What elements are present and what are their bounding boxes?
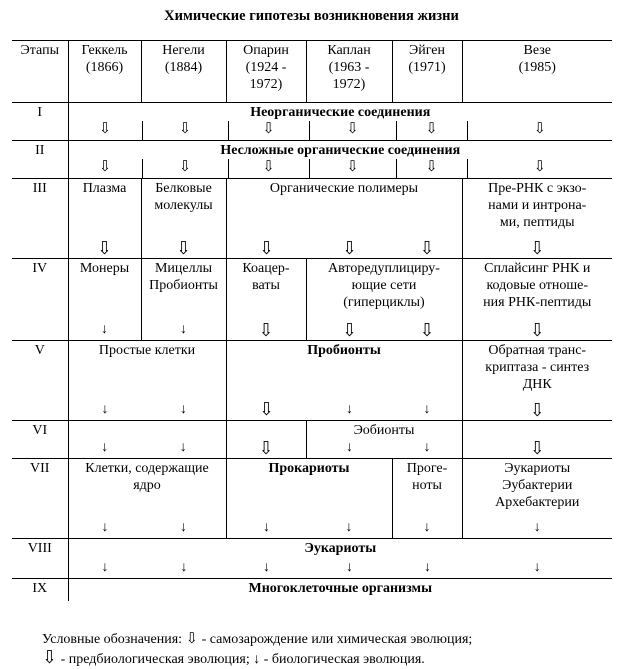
- prebio-arrow-icon: ⇩: [529, 438, 545, 458]
- row-III-haeckel: Плазма: [82, 181, 127, 196]
- row-IV-naegeli: Мицеллы Пробионты: [149, 261, 218, 293]
- row-V-simple-cells: Простые клетки: [98, 343, 196, 358]
- header-oparin: Опарин (1924 - 1972): [226, 41, 306, 103]
- chem-arrow-icon: ⇩: [533, 121, 547, 137]
- row-I-text: Неорганические соединения: [250, 105, 431, 120]
- bio-arrow-icon: ↓: [423, 440, 431, 455]
- bio-arrow-icon: ↓: [101, 560, 109, 575]
- chem-arrow-icon: ⇩: [69, 159, 143, 179]
- bio-arrow-icon: ↓: [263, 560, 270, 575]
- row-II-arrows: [69, 159, 613, 179]
- row-IV-oparin: Коацер- ваты: [242, 261, 290, 293]
- prebio-arrow-icon: ⇩: [529, 400, 545, 420]
- row-VII-prokaryotes: Прокариоты: [268, 461, 350, 476]
- row-VIII: [12, 539, 612, 579]
- chem-arrow-icon: ⇩: [185, 631, 199, 647]
- prebio-arrow-icon: ⇩: [419, 238, 435, 258]
- row-VII: [12, 459, 612, 539]
- row-IV: [12, 259, 612, 341]
- chem-arrow-icon: ⇩: [397, 159, 468, 179]
- chem-arrow-icon: ⇩: [310, 159, 397, 179]
- bio-arrow-icon: ↓: [180, 560, 188, 575]
- row-V: [12, 341, 612, 421]
- bio-arrow-icon: ↓: [263, 520, 270, 535]
- prebio-arrow-icon: ⇩: [258, 399, 275, 419]
- stage-II: II: [35, 143, 45, 158]
- bio-arrow-icon: ↓: [345, 520, 353, 535]
- prebio-arrow-icon: ⇩: [529, 320, 545, 340]
- chem-arrow-icon: ⇩: [397, 121, 468, 141]
- row-III-polymers: Органические полимеры: [269, 181, 419, 196]
- row-VI-eobionts: Эобионты: [353, 423, 415, 438]
- stage-IX: IX: [32, 581, 48, 596]
- row-V-probionts: Пробионты: [307, 343, 381, 358]
- bio-arrow-icon: ↓: [101, 402, 109, 417]
- row-VII-woese: Эукариоты Эубактерии Архебактерии: [495, 461, 580, 510]
- bio-arrow-icon: ↓: [253, 652, 261, 667]
- chem-arrow-icon: ⇩: [143, 121, 229, 141]
- bio-arrow-icon: ↓: [346, 560, 353, 575]
- row-I: [12, 103, 612, 141]
- prebio-arrow-icon: ⇩: [42, 647, 58, 667]
- bio-arrow-icon: ↓: [346, 402, 353, 417]
- stage-VIII: VIII: [27, 541, 52, 556]
- bio-arrow-icon: ↓: [180, 322, 187, 337]
- bio-arrow-icon: ↓: [180, 520, 187, 535]
- row-VI: [12, 421, 612, 459]
- bio-arrow-icon: ↓: [179, 440, 187, 455]
- row-VIII-text: Эукариоты: [304, 541, 377, 556]
- bio-arrow-icon: ↓: [423, 402, 431, 417]
- header-haeckel: Геккель (1866): [68, 41, 141, 103]
- chem-arrow-icon: ⇩: [533, 159, 547, 175]
- row-VII-progenotes: Проге- ноты: [406, 461, 448, 493]
- row-VII-nucleus-cells: Клетки, содержащие ядро: [85, 461, 209, 493]
- legend-line-2: ⇩ - предбиологическая эволюция; ↓ - биологическая эволюция.: [42, 647, 425, 667]
- row-I-arrows: [69, 121, 613, 141]
- row-IX-text: Многоклеточные организмы: [68, 579, 612, 601]
- chem-arrow-icon: ⇩: [143, 159, 229, 179]
- row-II-text: Несложные органические соединения: [220, 143, 461, 158]
- header-naegeli: Негели (1884): [141, 41, 226, 103]
- bio-arrow-icon: ↓: [533, 520, 541, 535]
- prebio-arrow-icon: ⇩: [341, 238, 358, 258]
- bio-arrow-icon: ↓: [101, 520, 109, 535]
- legend-line-1: Условные обозначения: ⇩ - самозарождение или химическая эволюция;: [42, 631, 473, 647]
- header-stages: Этапы: [20, 43, 59, 58]
- prebio-arrow-icon: ⇩: [175, 238, 192, 258]
- prebio-arrow-icon: ⇩: [96, 238, 113, 258]
- page-title: Химические гипотезы возникновения жизни: [164, 8, 459, 24]
- bio-arrow-icon: ↓: [533, 560, 541, 575]
- row-III-naegeli: Белковые молекулы: [154, 181, 213, 213]
- bio-arrow-icon: ↓: [346, 440, 353, 455]
- stage-V: V: [34, 343, 45, 358]
- header-eigen: Эйген (1971): [392, 41, 462, 103]
- stage-VI: VI: [32, 423, 48, 438]
- row-IV-haeckel: Монеры: [79, 261, 130, 276]
- bio-arrow-icon: ↓: [101, 322, 108, 337]
- row-IV-woese: Сплайсинг РНК и кодовые отноше- ния РНК-пептиды: [483, 261, 592, 310]
- chem-arrow-icon: ⇩: [69, 121, 143, 141]
- hypotheses-table: [12, 40, 612, 601]
- prebio-arrow-icon: ⇩: [419, 320, 435, 340]
- header-row: [12, 41, 612, 103]
- prebio-arrow-icon: ⇩: [258, 438, 274, 458]
- stage-IV: IV: [32, 261, 48, 276]
- row-II: [12, 141, 612, 179]
- prebio-arrow-icon: ⇩: [529, 238, 545, 258]
- bio-arrow-icon: ↓: [424, 560, 431, 575]
- row-III-woese: Пре-РНК с экзо- нами и интрона- ми, пептиды: [488, 181, 587, 230]
- stage-III: III: [32, 181, 47, 196]
- prebio-arrow-icon: ⇩: [258, 238, 275, 258]
- header-kaplan: Каплан (1963 - 1972): [306, 41, 392, 103]
- row-IX: [12, 579, 612, 601]
- chem-arrow-icon: ⇩: [310, 121, 397, 141]
- stage-I: I: [37, 105, 43, 120]
- prebio-arrow-icon: ⇩: [258, 320, 274, 340]
- chem-arrow-icon: ⇩: [229, 159, 310, 179]
- bio-arrow-icon: ↓: [423, 520, 431, 535]
- header-woese: Везе (1985): [462, 41, 612, 103]
- row-IV-hypercycles: Авторедуплициру- ющие сети (гиперциклы): [328, 261, 440, 310]
- bio-arrow-icon: ↓: [101, 440, 109, 455]
- prebio-arrow-icon: ⇩: [341, 320, 358, 340]
- bio-arrow-icon: ↓: [180, 402, 187, 417]
- chem-arrow-icon: ⇩: [229, 121, 310, 141]
- row-V-woese: Обратная транс- криптаза - синтез ДНК: [485, 343, 590, 392]
- stage-VII: VII: [30, 461, 50, 476]
- legend: [42, 630, 472, 669]
- row-III: [12, 179, 612, 259]
